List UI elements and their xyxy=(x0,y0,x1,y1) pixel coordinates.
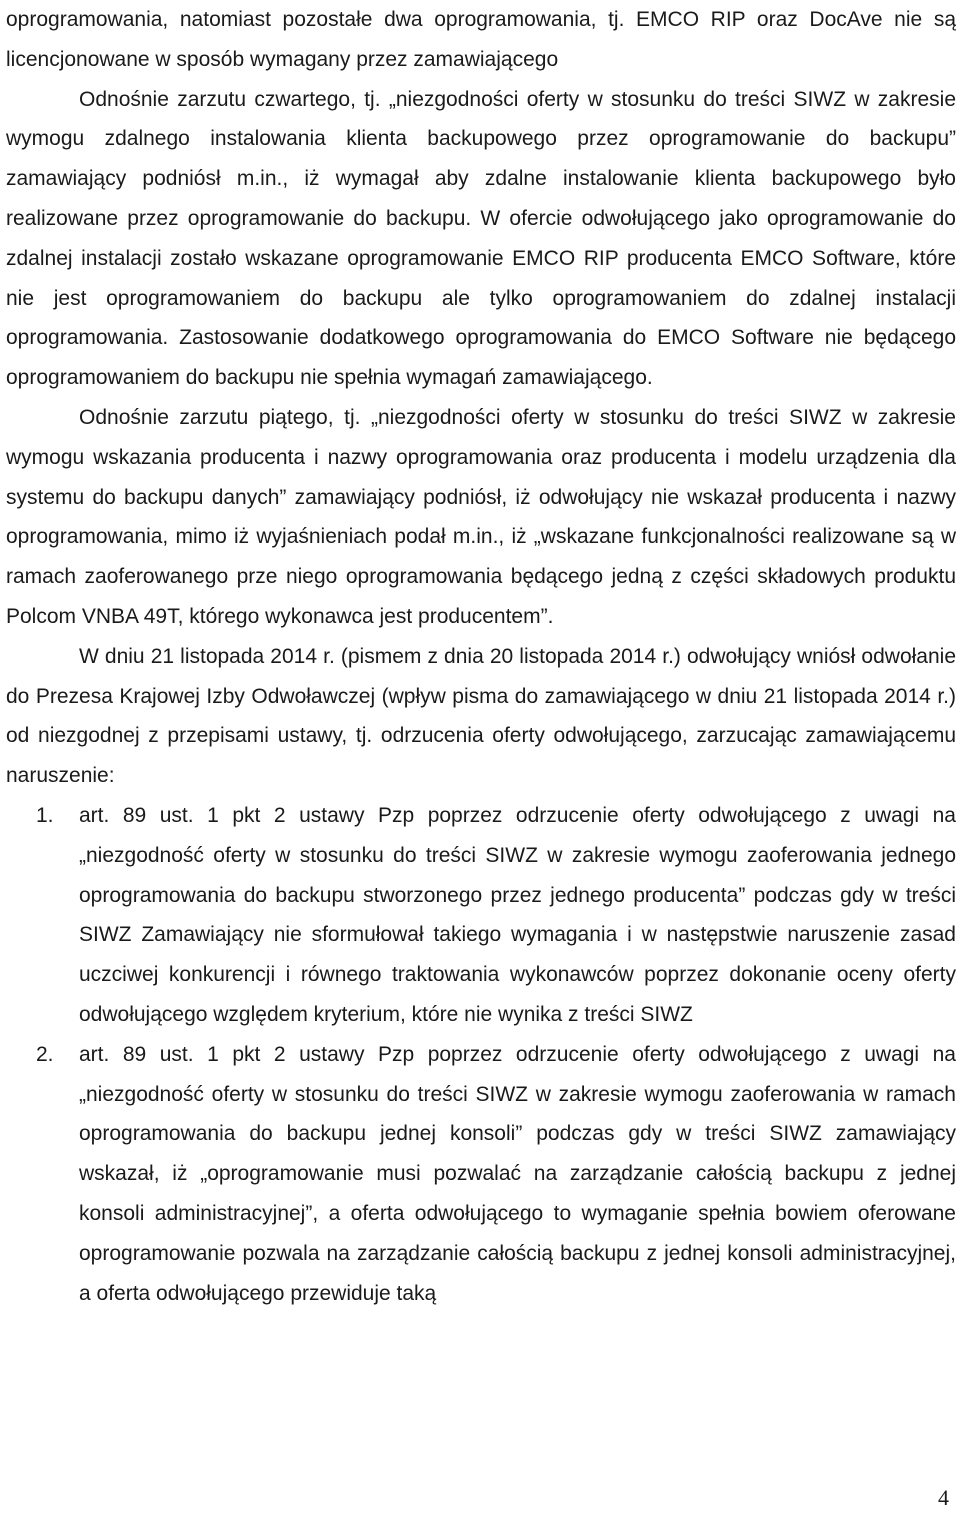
paragraph-fourth-charge: Odnośnie zarzutu czwartego, tj. „niezgodności oferty w stosunku do treści SIWZ w zakresie wymogu zdalnego instalowania klienta backupowego przez oprogramowanie do backupu” zamawiający podniósł m.in., iż wymagał aby zdalne instalowanie klienta backupowego było realizowane przez oprogramowanie do backupu. W ofercie odwołującego jako oprogramowanie do zdalnej instalacji zostało wskazane oprogramowanie EMCO RIP producenta EMCO Software, które nie jest oprogramowaniem do backupu ale tylko oprogramowaniem do zdalnej instalacji oprogramowania. Zastosowanie dodatkowego oprogramowania do EMCO Software nie będącego oprogramowaniem do backupu nie spełnia wymagań zamawiającego. xyxy=(6,87,956,390)
allegations-list xyxy=(6,796,956,1313)
document-body xyxy=(6,0,956,1313)
list-item xyxy=(6,796,956,1035)
list-item-text: art. 89 ust. 1 pkt 2 ustawy Pzp poprzez odrzucenie oferty odwołującego z uwagi na „niezgodność oferty w stosunku do treści SIWZ w zakresie wymogu zaoferowania jednego oprogramowania do backupu stworzonego przez jednego producenta” podczas gdy w treści SIWZ Zamawiający nie sformułował takiego wymagania i w następstwie naruszenie zasad uczciwej konkurencji i równego traktowania wykonawców poprzez dokonanie oceny oferty odwołującego względem kryterium, które nie wynika z treści SIWZ xyxy=(79,803,956,1026)
paragraph-continuation: oprogramowania, natomiast pozostałe dwa oprogramowania, tj. EMCO RIP oraz DocAve nie są licencjonowane w sposób wymagany przez zamawiającego xyxy=(6,8,956,71)
list-item xyxy=(6,1035,956,1314)
page-number: 4 xyxy=(938,1485,949,1510)
list-item-number: 1. xyxy=(36,803,54,827)
paragraph-fifth-charge: Odnośnie zarzutu piątego, tj. „niezgodności oferty w stosunku do treści SIWZ w zakresie wymogu wskazania producenta i nazwy oprogramowania oraz producenta i modelu urządzenia dla systemu do backupu danych” zamawiający podniósł, iż odwołujący nie wskazał producenta i nazwy oprogramowania, mimo iż wyjaśnieniach podał m.in., iż „wskazane funkcjonalności realizowane są w ramach zaoferowanego prze niego oprogramowania będącego jedną z części składowych produktu Polcom VNBA 49T, którego wykonawca jest producentem”. xyxy=(6,405,956,628)
list-item-number: 2. xyxy=(36,1042,54,1066)
list-item-text: art. 89 ust. 1 pkt 2 ustawy Pzp poprzez odrzucenie oferty odwołującego z uwagi na „niezgodność oferty w stosunku do treści SIWZ w zakresie wymogu zaoferowania w ramach oprogramowania do backupu jednej konsoli” podczas gdy w treści SIWZ zamawiający wskazał, iż „oprogramowanie musi pozwalać na zarządzanie całością backupu z jednej konsoli administracyjnej”, a oferta odwołującego to wymaganie spełnia bowiem oferowane oprogramowanie pozwala na zarządzanie całością backupu z jednej konsoli administracyjnej, a oferta odwołującego przewiduje taką xyxy=(79,1042,956,1305)
paragraph-appeal: W dniu 21 listopada 2014 r. (pismem z dnia 20 listopada 2014 r.) odwołujący wniósł odwołanie do Prezesa Krajowej Izby Odwoławczej (wpływ pisma do zamawiającego w dniu 21 listopada 2014 r.) od niezgodnej z przepisami ustawy, tj. odrzucenia oferty odwołującego, zarzucając zamawiającemu naruszenie: xyxy=(6,644,956,788)
